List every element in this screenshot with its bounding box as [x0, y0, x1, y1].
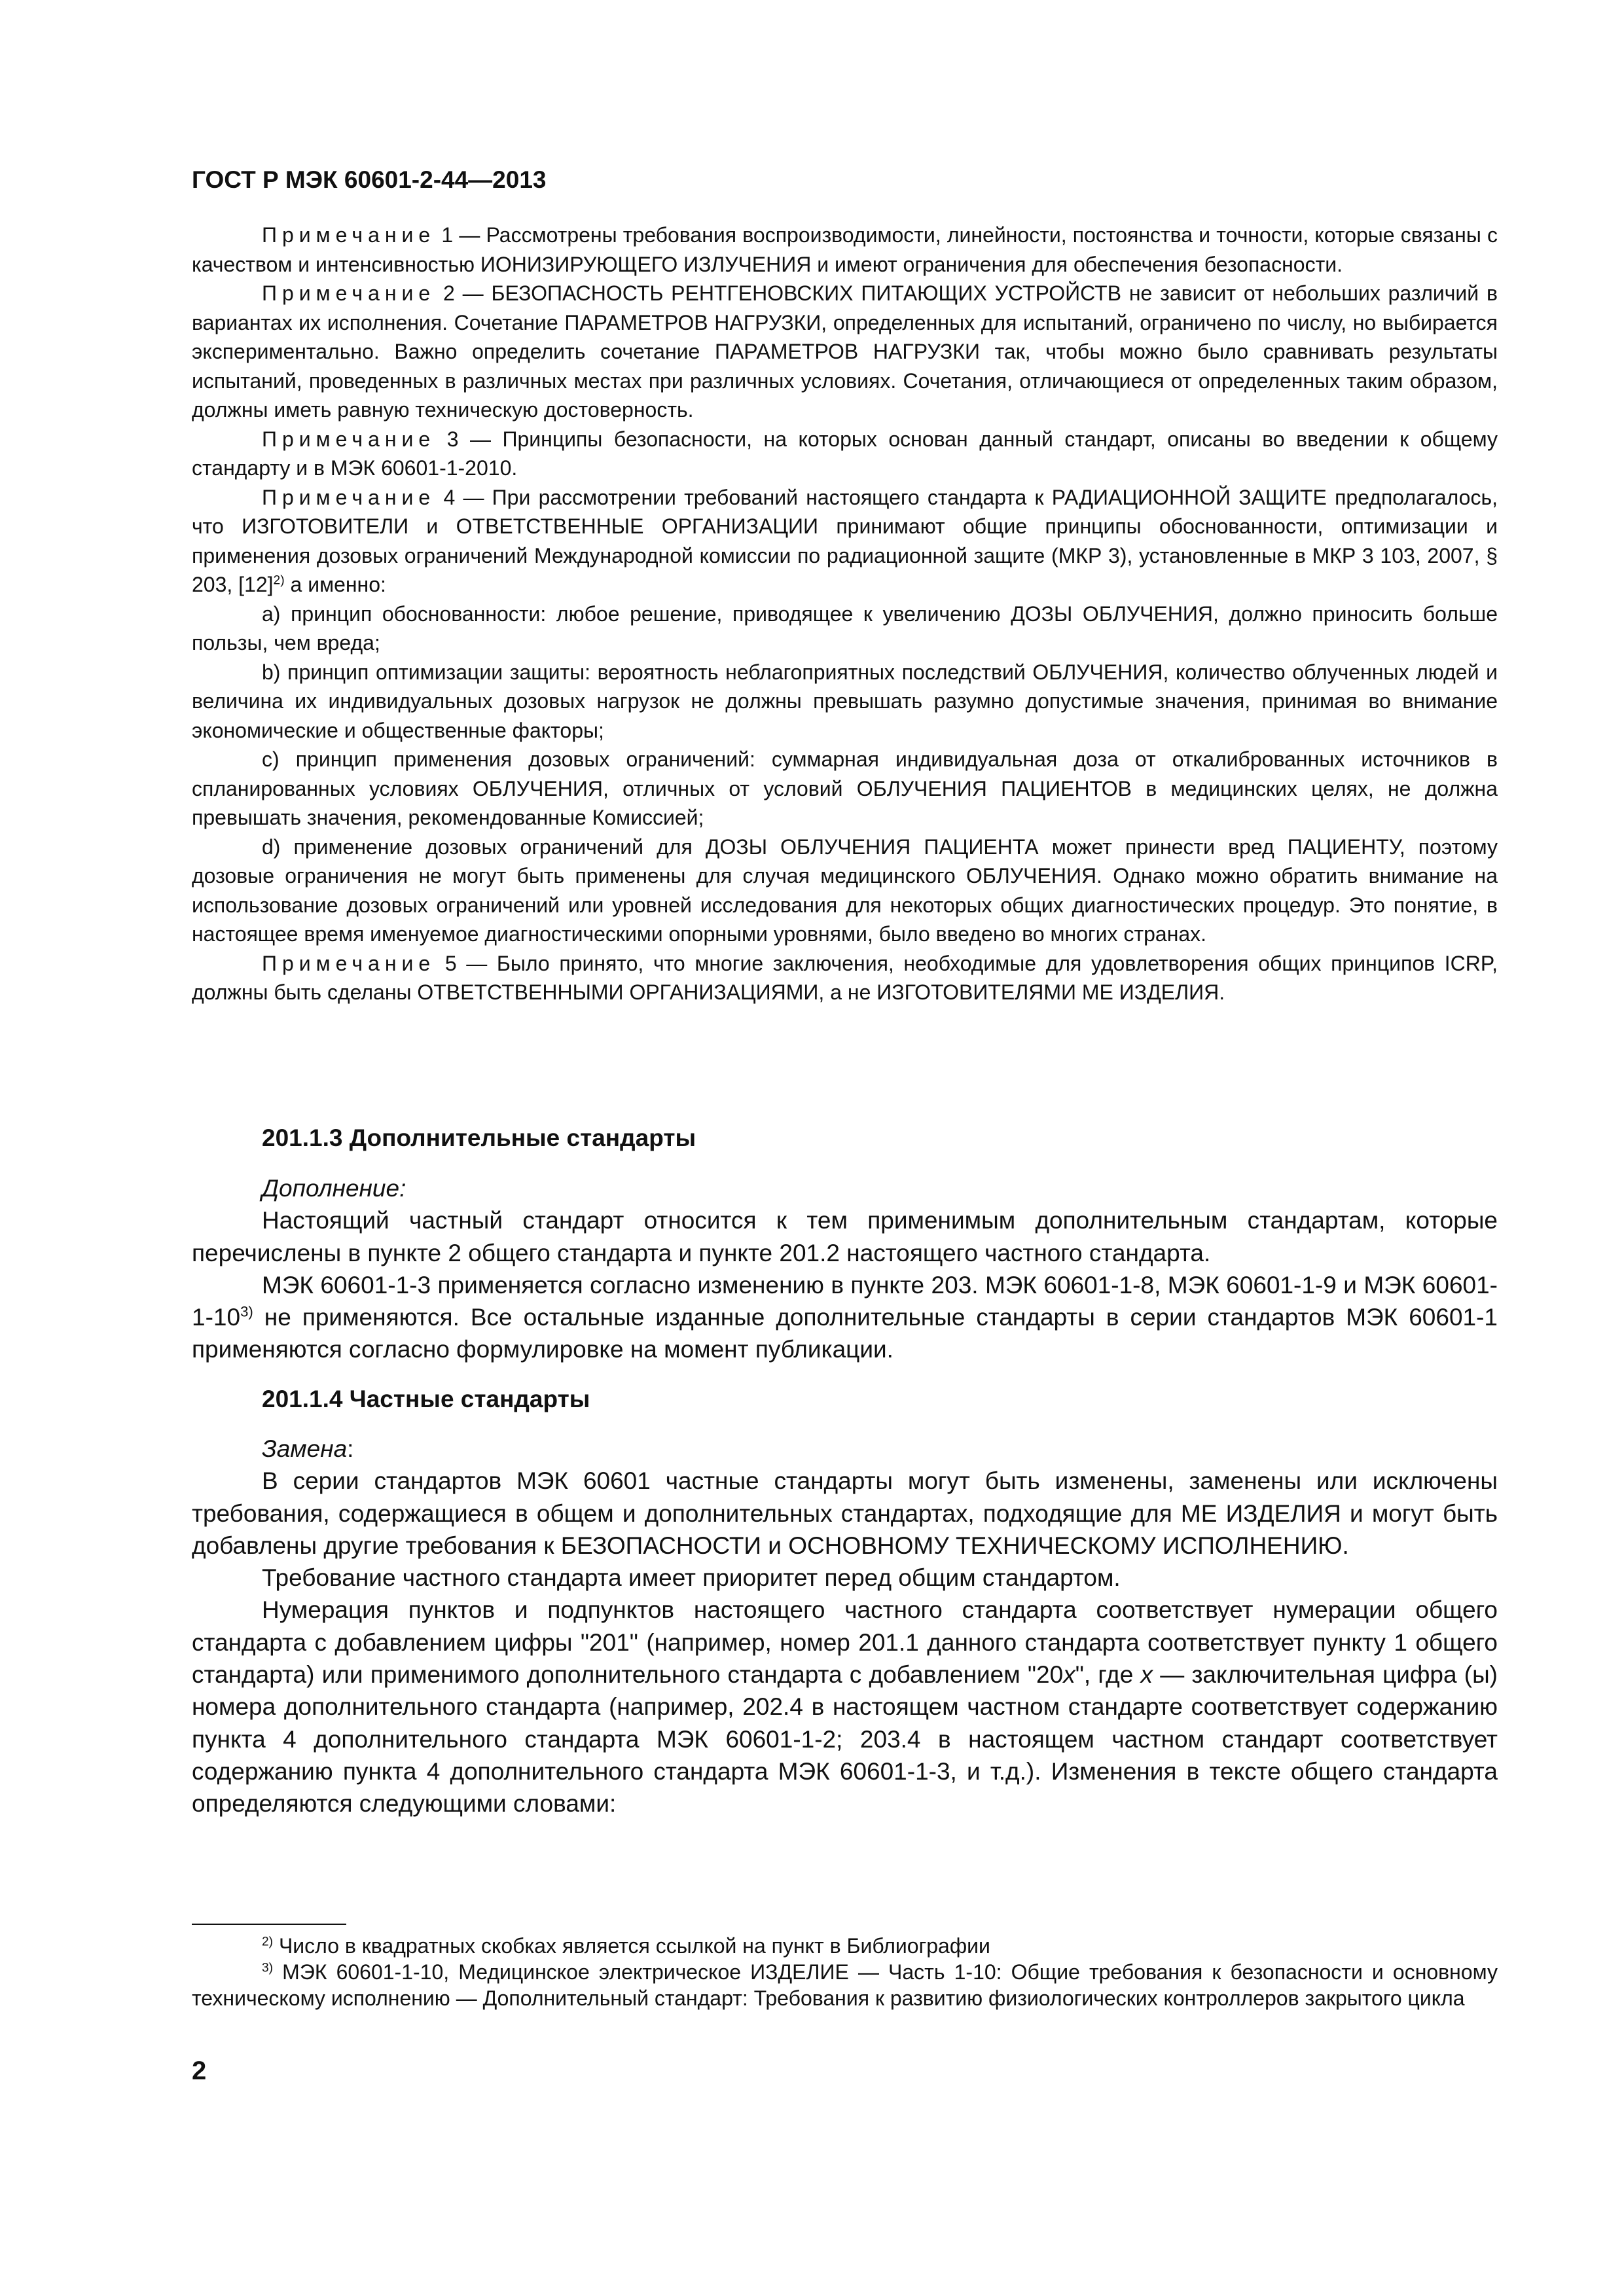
- paragraph: МЭК 60601-1-3 применяется согласно изменению в пункте 203. МЭК 60601-1-8, МЭК 60601-1-9 и МЭК 60601-1-10$^{3)}$ не применяются. Все остальные изданные дополнительные стандарты в серии стандартов МЭК 60601-1 применяются согласно формулировке на момент публикации.: [192, 1271, 1498, 1363]
- paragraph: Нумерация пунктов и подпунктов настоящего частного стандарта соответствует нумерации общего стандарта с добавлением цифры "201" (например, номер 201.1 данного стандарта соответствует пункту 1 общего стандарта) или применимого дополнительного стандарта с добавлением "20x", где x — заключительная цифра (ы) номера дополнительного стандарта (например, 202.4 в настоящем частном стандарте соответствует содержанию пункта 4 дополнительного стандарта МЭК 60601-1-2; 203.4 в настоящем частном стандарт соответствует содержанию пункта 4 дополнительного стандарта МЭК 60601-1-3, и т.д.). Изменения в тексте общего стандарта определяются следующими словами:: [192, 1596, 1498, 1818]
- section-heading: 201.1.3 Дополнительные стандарты: [262, 1124, 696, 1151]
- section-1-4-body: [192, 1433, 1498, 1820]
- note-4-item-b: b) принцип оптимизации защиты: вероятность неблагоприятных последствий ОБЛУЧЕНИЯ, количество облученных людей и величина их индивидуальных дозовых нагрузок не должны превышать разумно допустимые значения, принимая во внимание экономические и общественные факторы;: [192, 660, 1498, 742]
- section-label: Дополнение:: [262, 1175, 406, 1202]
- note-3: Примечание 3 — Принципы безопасности, на которых основан данный стандарт, описаны во введении к общему стандарту и в МЭК 60601-1-2010.: [192, 427, 1498, 480]
- page-number: 2: [192, 2056, 207, 2085]
- note-4-item-c: с) принцип применения дозовых ограничений: суммарная индивидуальная доза от откалиброванных источников в спланированных условиях ОБЛУЧЕНИЯ, отличных от условий ОБЛУЧЕНИЯ ПАЦИЕНТОВ в медицинских целях, не должна превышать значения, рекомендованные Комиссией;: [192, 747, 1498, 829]
- document-header: ГОСТ Р МЭК 60601-2-44—2013: [192, 166, 547, 193]
- note-label: Примечание: [262, 427, 436, 451]
- note-5: Примечание 5 — Было принято, что многие заключения, необходимые для удовлетворения общих принципов ICRP, должны быть сделаны ОТВЕТСТВЕННЫМИ ОРГАНИЗАЦИЯМИ, а не ИЗГОТОВИТЕЛЯМИ МЕ ИЗДЕЛИЯ.: [192, 951, 1498, 1004]
- footnote-ref: 3): [240, 1303, 253, 1320]
- note-1: Примечание 1 — Рассмотрены требования воспроизводимости, линейности, постоянства и точности, которые связаны с качеством и интенсивностью ИОНИЗИРУЮЩЕГО ИЗЛУЧЕНИЯ и имеют ограничения для обеспечения безопасности.: [192, 223, 1498, 276]
- note-2: Примечание 2 — БЕЗОПАСНОСТЬ РЕНТГЕНОВСКИХ ПИТАЮЩИХ УСТРОЙСТВ не зависит от небольших различий в вариантах их исполнения. Сочетание ПАРАМЕТРОВ НАГРУЗКИ, определенных для испытаний, ограничено по числу, но выбирается экспериментально. Важно определить сочетание ПАРАМЕТРОВ НАГРУЗКИ так, чтобы можно было сравнивать результаты испытаний, проведенных в различных местах при различных условиях. Сочетания, отличающиеся от определенных таким образом, должны иметь равную техническую достоверность.: [192, 281, 1498, 422]
- footnote-divider: [192, 1924, 346, 1925]
- note-label: Примечание: [262, 281, 436, 305]
- note-4-item-d: d) применение дозовых ограничений для ДОЗЫ ОБЛУЧЕНИЯ ПАЦИЕНТА может принести вред ПАЦИЕНТУ, поэтому дозовые ограничения не могут быть применены для случая медицинского ОБЛУЧЕНИЯ. Однако можно обратить внимание на использование дозовых ограничений или уровней исследования для некоторых общих диагностических процедур. Это понятие, в настоящее время именуемое диагностическими опорными уровнями, было введено во многих странах.: [192, 834, 1498, 946]
- note-label: Примечание: [262, 485, 436, 509]
- paragraph: В серии стандартов МЭК 60601 частные стандарты могут быть изменены, заменены или исключены требования, содержащиеся в общем и дополнительных стандартах, подходящие для МЕ ИЗДЕЛИЯ и могут быть добавлены другие требования к БЕЗОПАСНОСТИ и ОСНОВНОМУ ТЕХНИЧЕСКОМУ ИСПОЛНЕНИЮ.: [192, 1467, 1498, 1559]
- footnote-ref: 2): [273, 573, 285, 588]
- footnotes: [192, 1933, 1498, 2011]
- note-label: Примечание: [262, 223, 436, 247]
- section-label: Замена:: [262, 1435, 354, 1462]
- note-4: Примечание 4 — При рассмотрении требований настоящего стандарта к РАДИАЦИОННОЙ ЗАЩИТЕ предполагалось, что ИЗГОТОВИТЕЛИ и ОТВЕТСТВЕННЫЕ ОРГАНИЗАЦИИ принимают общие принципы обоснованности, оптимизации и применения дозовых ограничений Международной комиссии по радиационной защите (МКР 3), установленные в МКР 3 103, 2007, § 203, $[12]^{2)}$ а именно:: [192, 485, 1498, 596]
- paragraph: Настоящий частный стандарт относится к тем применимым дополнительным стандартам, которые перечислены в пункте 2 общего стандарта и пункте 201.2 настоящего частного стандарта.: [192, 1207, 1498, 1266]
- footnote-3: $^{3)}$ МЭК 60601-1-10, Медицинское электрическое ИЗДЕЛИЕ — Часть 1-10: Общие требования к безопасности и основному техническому исполнению — Дополнительный стандарт: Требования к развитию физиологических контроллеров закрытого цикла: [192, 1960, 1498, 2010]
- note-4-item-a: а) принцип обоснованности: любое решение, приводящее к увеличению ДОЗЫ ОБЛУЧЕНИЯ, должно приносить больше пользы, чем вреда;: [192, 601, 1498, 655]
- footnote-2: $^{2)}$ Число в квадратных скобках является ссылкой на пункт в Библиографии: [262, 1934, 990, 1958]
- notes-block: [192, 221, 1498, 1007]
- note-label: Примечание: [262, 951, 436, 975]
- section-heading: 201.1.4 Частные стандарты: [262, 1386, 590, 1412]
- section-1-3-body: [192, 1172, 1498, 1366]
- paragraph: Требование частного стандарта имеет приоритет перед общим стандартом.: [262, 1564, 1121, 1592]
